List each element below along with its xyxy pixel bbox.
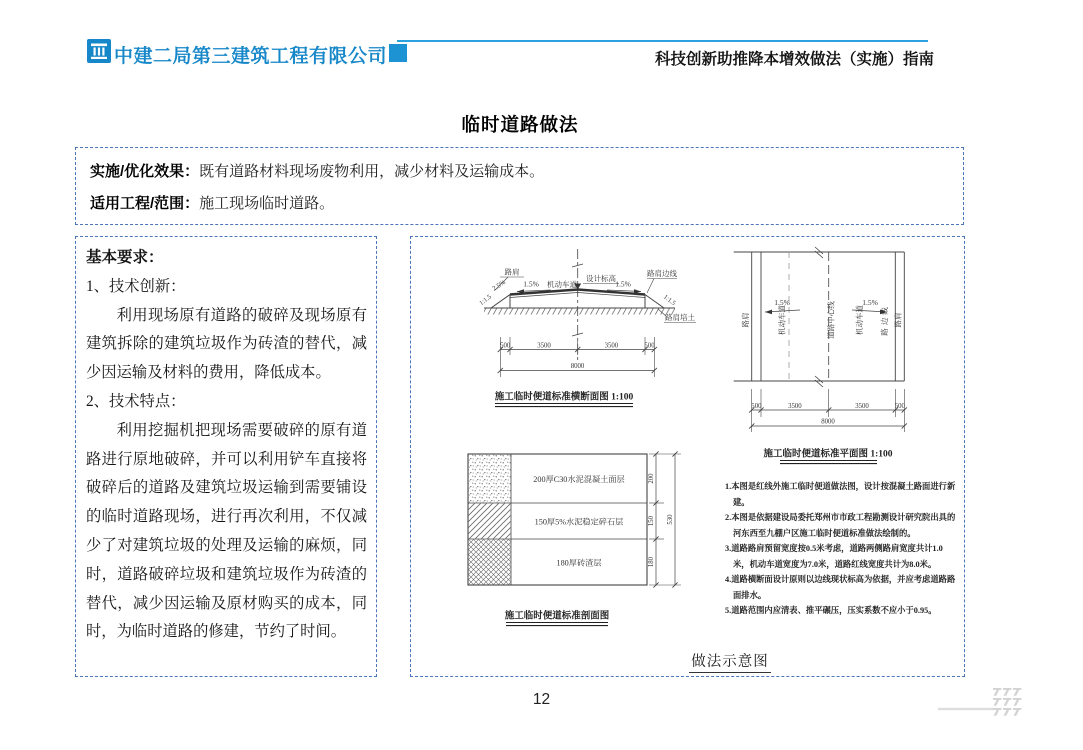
header-accent-square — [389, 44, 407, 62]
scope-line — [90, 192, 949, 213]
cs-dim-3500-left: 3500 — [537, 342, 551, 350]
cs-dim-500-left: 500 — [500, 342, 511, 350]
header-rule — [397, 40, 928, 42]
cs-shoulder-edge-label: 路肩边线 — [647, 269, 677, 278]
profile-total-dim: 530 — [667, 514, 674, 525]
requirements-box — [75, 236, 377, 677]
schematic-caption: 做法示意图 — [675, 650, 785, 671]
cs-title: 施工临时便道标准横断面图 1:100 — [494, 392, 634, 403]
note-2: 2.本图是依据建设局委托郑州市市政工程勘测设计研究院出具的河东西至九棚户区施工临时便道标准做法绘制的。 — [725, 513, 956, 538]
layer3-label: 180厚砖渣层 — [556, 558, 602, 568]
cs-shoulder-label: 路肩 — [504, 267, 520, 277]
cs-dim-500-right: 500 — [644, 342, 655, 350]
note-5: 5.道路范围内应清表、推平碾压，压实系数不应小于0.95。 — [725, 606, 937, 615]
plan-view-diagram — [734, 247, 907, 464]
cs-slope-left-label: 1.5% — [523, 279, 539, 289]
cscec-logo-icon — [87, 39, 111, 63]
cs-lane-label: 机动车道 — [547, 280, 577, 289]
item1-body: 利用现场原有道路的破碎及现场原有建筑拆除的建筑垃圾作为砖渣的替代，减少因运输及材料的费用，降低成本。 — [86, 306, 367, 382]
plan-slope-right: 1.5% — [862, 298, 878, 307]
plan-dim-total: 8000 — [821, 418, 835, 426]
plan-dim-500-right: 500 — [894, 402, 905, 410]
corner-decoration-icon — [938, 685, 1030, 725]
cs-dim-total: 8000 — [570, 363, 585, 370]
cs-design-level-label: 设计标高 — [586, 274, 616, 283]
cs-shoulder-slope-label: 2.5% — [491, 278, 508, 293]
plan-dim-3500-right: 3500 — [855, 402, 869, 410]
cs-slope-ratio-right: 1:1.5 — [662, 293, 677, 308]
plan-slope-left: 1.5% — [774, 298, 790, 307]
requirements-heading: 基本要求： — [86, 249, 164, 266]
cs-slope-ratio-left: 1:1.5 — [478, 293, 493, 308]
scope-text: 施工现场临时道路。 — [199, 196, 335, 212]
layer2-label: 150厚5%水泥稳定碎石层 — [534, 517, 624, 527]
page-title: 临时道路做法 — [461, 114, 579, 135]
note-3: 3.道路路肩预留宽度按0.5米考虑，道路两侧路肩宽度共计1.0米，机动车道宽度为7.0米，道路红线宽度共计为8.0米。 — [725, 544, 943, 569]
layer1-dim: 200 — [648, 473, 655, 484]
plan-road-edge-label: 路边线 — [880, 304, 889, 336]
plan-lane-right: 机动车道 — [855, 305, 864, 335]
effect-text: 既有道路材料现场废物利用，减少材料及运输成本。 — [199, 164, 545, 180]
company-name: 中建二局第三建筑工程有限公司 — [114, 46, 388, 67]
plan-shoulder-left: 路肩 — [741, 312, 750, 328]
cs-shoulder-fill-label: 路肩培土 — [665, 313, 695, 322]
drawing-notes — [725, 479, 958, 619]
item2-title: 2、技术特点： — [86, 392, 186, 410]
cs-slope-right-label: 1.5% — [615, 279, 631, 289]
effect-label: 实施/优化效果： — [90, 163, 200, 180]
cs-dim-3500-right: 3500 — [604, 342, 619, 350]
plan-dim-500-left: 500 — [751, 402, 762, 410]
layer2-dim: 150 — [648, 515, 655, 527]
summary-box — [75, 147, 964, 225]
note-1: 1.本图是红线外施工临时便道做法图，设计按混凝土路面进行新建。 — [725, 482, 956, 507]
layer3-dim: 180 — [648, 556, 655, 568]
plan-dim-3500-left: 3500 — [788, 402, 802, 410]
layer1-label: 200厚C30水泥混凝土面层 — [533, 475, 625, 484]
item2-body: 利用挖掘机把现场需要破碎的原有道路进行原地破碎，并可以利用铲车直接将破碎后的道路及建筑垃圾运输到需要铺设的临时道路现场，进行再次利用，不仅减少了对建筑垃圾的处理及运输的麻烦，同时，道路破碎垃圾和建筑垃圾作为砖渣的替代，减少因运输及原材购买的成本，同时，为临时道路的修建，节约了时间。 — [86, 421, 367, 641]
diagram-box — [410, 236, 965, 677]
plan-lane-left: 机动车道 — [777, 305, 787, 335]
guide-title: 科技创新助推降本增效做法（实施）指南 — [654, 51, 934, 68]
plan-shoulder-right: 路肩 — [893, 312, 903, 328]
effect-line — [90, 160, 949, 181]
page-number: 12 — [532, 691, 551, 708]
plan-title: 施工临时便道标准平面图 1:100 — [763, 449, 893, 460]
scope-label: 适用工程/范围： — [90, 195, 200, 212]
profile-title: 施工临时便道标准剖面图 — [504, 611, 610, 622]
note-4: 4.道路横断面设计原则以边线现状标高为依据，并应考虑道路路面排水。 — [725, 575, 956, 600]
item1-title: 1、技术创新： — [86, 277, 186, 295]
plan-centerline-label: 道路中心线 — [826, 301, 836, 339]
